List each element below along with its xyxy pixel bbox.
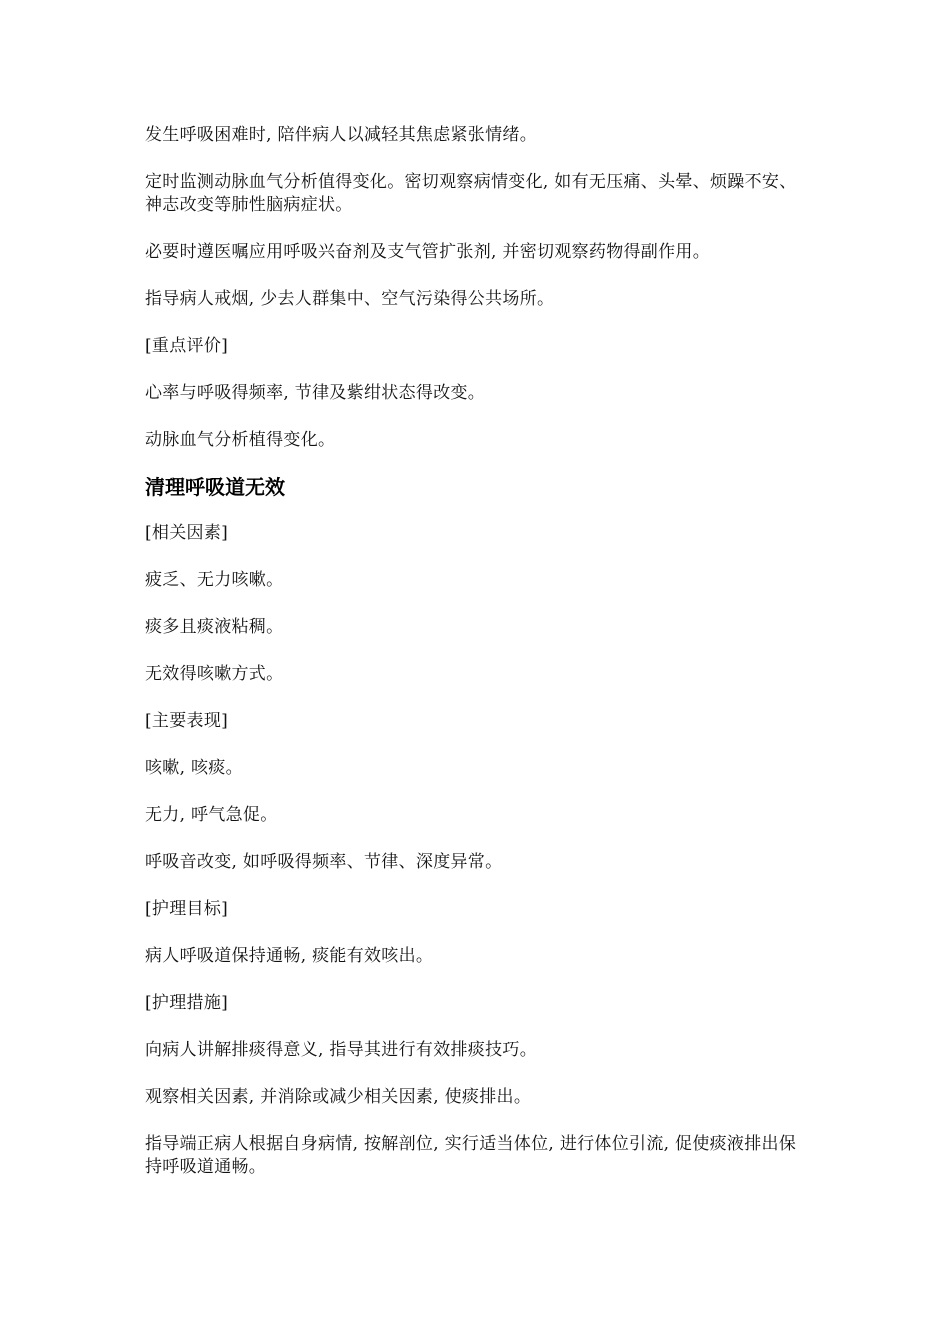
document-body	[145, 124, 810, 1203]
paragraph: 病人呼吸道保持通畅, 痰能有效咳出。	[145, 946, 434, 966]
paragraph: 必要时遵医嘱应用呼吸兴奋剂及支气管扩张剂, 并密切观察药物得副作用。	[145, 242, 711, 262]
paragraph: 动脉血气分析植得变化。	[145, 430, 336, 450]
section-label-measures: [护理措施]	[145, 993, 229, 1013]
paragraph: 向病人讲解排痰得意义, 指导其进行有效排痰技巧。	[145, 1040, 538, 1060]
paragraph: 咳嗽, 咳痰。	[145, 758, 243, 778]
paragraph: 疲乏、无力咳嗽。	[145, 570, 284, 590]
section-label-manifestations: [主要表现]	[145, 711, 229, 731]
paragraph: 痰多且痰液粘稠。	[145, 617, 284, 637]
section-heading: 清理呼吸道无效	[145, 475, 285, 499]
paragraph: 心率与呼吸得频率, 节律及紫绀状态得改变。	[145, 383, 486, 403]
paragraph: 指导病人戒烟, 少去人群集中、空气污染得公共场所。	[145, 289, 555, 309]
paragraph: 呼吸音改变, 如呼吸得频率、节律、深度异常。	[145, 852, 503, 872]
paragraph: 定时监测动脉血气分析值得变化。密切观察病情变化, 如有无压痛、头晕、烦躁不安、神志改变等肺性脑病症状。	[145, 172, 797, 215]
paragraph: 观察相关因素, 并消除或减少相关因素, 使痰排出。	[145, 1087, 532, 1107]
paragraph: 无效得咳嗽方式。	[145, 664, 284, 684]
paragraph: 发生呼吸困难时, 陪伴病人以减轻其焦虑紧张情绪。	[145, 125, 538, 145]
section-label-evaluation: [重点评价]	[145, 336, 229, 356]
section-label-factors: [相关因素]	[145, 523, 229, 543]
paragraph: 无力, 呼气急促。	[145, 805, 278, 825]
section-label-goals: [护理目标]	[145, 899, 229, 919]
paragraph: 指导端正病人根据自身病情, 按解剖位, 实行适当体位, 进行体位引流, 促使痰液排出保持呼吸道通畅。	[145, 1134, 797, 1177]
